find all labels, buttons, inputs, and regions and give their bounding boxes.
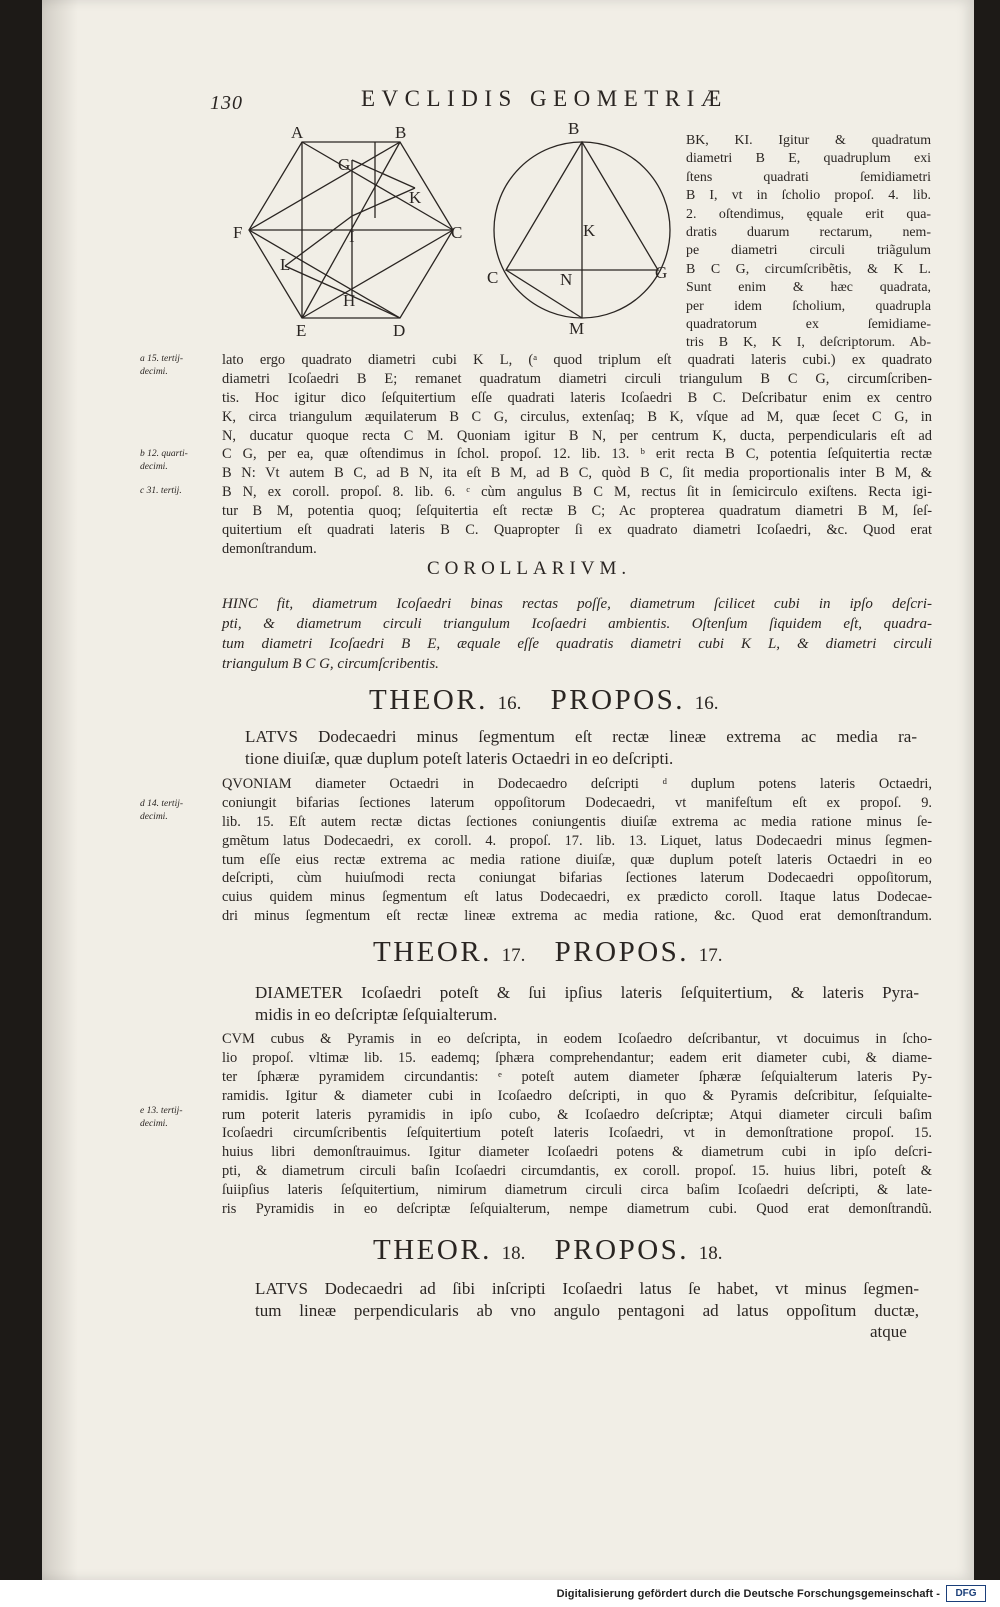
figure-label: M (569, 319, 585, 338)
heading-number: 17. (501, 945, 526, 966)
theorem-16-proof (222, 775, 932, 926)
text-line: quadratorum ex ſemidiame- (686, 316, 931, 332)
text-line: tris B K, K I, deſcriptorum. Ab- (686, 335, 931, 351)
figure-label: N (560, 270, 573, 289)
margin-note-line: decimi. (140, 366, 168, 377)
margin-note-line: decimi. (140, 1118, 168, 1129)
theorem-17-proof (222, 1030, 932, 1219)
text-line: ris Pyramidis in eo deſcriptæ ſeſquialterum, nempe diametrum cubi. Quod erat demonſtrandũ. (222, 1201, 932, 1218)
heading-theor: THEOR. (373, 1234, 492, 1266)
text-line: huius libri demonſtrauimus. Igitur diameter Icoſaedri potens & diametrum cubi in ipſo deſcri- (222, 1144, 932, 1161)
text-line: coniungit bifarias ſectiones laterum oppoſitorum Dodecaedri, vt manifeſtum eſt ex propoſ. 9. (222, 794, 932, 811)
margin-note-b (140, 448, 220, 473)
text-line: rum poterit lateris pyramidis in ipſo cubo, & Icoſaedro deſcriptæ; Atqui diameter circuli baſim (222, 1106, 932, 1123)
text-line: diametri Icoſaedri B E; remanet quadratum diametri circuli triangulum B C G, circumſcriben- (222, 370, 932, 387)
figure-label: G (655, 263, 668, 282)
text-line: per idem ſcholium, quadrupla (686, 298, 931, 314)
theorem-16-enunciation (245, 726, 917, 770)
figure-label: G (338, 155, 351, 174)
heading-number: 18. (698, 1243, 723, 1264)
text-line: lato ergo quadrato diametri cubi K L, (ᵃ quod triplum eſt quadrati lateris cubi.) ex quadrato (222, 352, 932, 368)
theorem-16-heading (369, 684, 719, 717)
text-line: dratis duarum rectarum, nem- (686, 224, 931, 240)
margin-note-line: a 15. tertij- (140, 354, 184, 364)
theorem-18-enunciation (255, 1278, 919, 1322)
page-number: 130 (210, 92, 243, 114)
text-line: pti, & diametrum circuli triangulum Icoſaedri ambientis. Oſtenſum ſiquidem eſt, quadra- (222, 616, 932, 632)
text-line: lib. 15. Eſt autem rectæ dictas ſectiones coniungentis diuiſæ extrema ac media ratione minus ſe- (222, 813, 932, 830)
catchword: atque (870, 1322, 907, 1341)
figure-label: A (291, 123, 304, 142)
heading-propos: PROPOS. (550, 684, 686, 716)
text-line: quitertium eſt quadrati lateris B C. Quapropter ſi ex quadrato diametri Icoſaedri, &c. Quod erat (222, 522, 932, 539)
theorem-17-enunciation (255, 982, 919, 1026)
margin-note-line: decimi. (140, 811, 168, 822)
corollarium-title: COROLLARIVM. (427, 558, 632, 579)
text-line: tur B M, potentia quoq; ſeſquitertia eſt rectæ B C; Ac propterea quadratum diametri B M, ſeſ- (222, 503, 932, 520)
page-gutter-shadow (42, 0, 78, 1580)
text-line: CVM cubus & Pyramis in eo deſcripta, in eodem Icoſaedro deſcribantur, vt docuimus in ſcho- (222, 1031, 932, 1047)
figure-label: C (487, 268, 499, 287)
text-line: triangulum B C G, circumſcribentis. (222, 656, 439, 672)
digitization-credit: Digitalisierung gefördert durch die Deutsche Forschungsgemeinschaft - (556, 1588, 940, 1600)
text-line: demonſtrandum. (222, 540, 317, 557)
heading-number: 16. (497, 693, 522, 714)
text-line: pti, & diametrum circuli baſin Icoſaedri circumdantis, ex coroll. propoſ. 15. huius libri, poteſt & (222, 1163, 932, 1180)
text-line: ramidis. Igitur & diameter cubi in Icoſaedro deſcripti, in quo & Pyramis deſcribitur, ſeſquialte- (222, 1087, 932, 1104)
margin-note-line: e 13. tertij- (140, 1106, 183, 1116)
heading-number: 17. (698, 945, 723, 966)
text-line: B I, vt in ſcholio propoſ. 4. lib. (686, 188, 931, 204)
text-line: Sunt enim & hæc quadrata, (686, 280, 931, 296)
heading-number: 16. (694, 693, 719, 714)
margin-note-d (140, 798, 220, 823)
figure-label: L (280, 255, 291, 274)
figure-side-text (686, 132, 931, 353)
text-line: K, circa triangulum æquilaterum B C G, circulus, extenſaq; B K, vſque ad M, quæ ſecet C G, in (222, 408, 932, 425)
figure-label: K (583, 221, 596, 240)
text-line: gmẽtum latus Dodecaedri, ex coroll. 4. propoſ. 17. lib. 13. Liquet, latus Dodecaedri minus ſegmen- (222, 832, 932, 849)
margin-note-line: b 12. quarti- (140, 449, 188, 459)
text-line: 2. oſtendimus, ęquale erit qua- (686, 206, 931, 222)
margin-note-line: c 31. tertij. (140, 486, 182, 496)
text-line: B C G, circumſcribẽtis, & K L. (686, 261, 931, 277)
text-line: BK, KI. Igitur & quadratum (686, 133, 931, 148)
demonstration-text (222, 351, 932, 559)
text-line: tum lineæ perpendicularis ab vno angulo pentagoni ad latus oppoſitum ductæ, (255, 1301, 919, 1320)
figure-label: E (296, 321, 307, 340)
figure-label: B (395, 123, 407, 142)
text-line: B N, ex coroll. propoſ. 8. lib. 6. ᶜ cùm angulus B C M, rectus ſit in ſemicirculo exiſtens. Recta igi- (222, 484, 932, 501)
text-line: lio propoſ. vltimæ lib. 15. eademq; ſphæra comprehendantur; eadem erit diameter cubi, & diame- (222, 1049, 932, 1066)
heading-theor: THEOR. (369, 684, 488, 716)
text-line: ter ſphæræ pyramidem circundantis: ᵉ poteſt autem diameter ſphæræ ſeſquialterum lateris Py- (222, 1068, 932, 1085)
text-line: cuius quidem minus ſegmentum eſt latus Dodecaedri, ex prædicto coroll. Itaque latus Dodecae- (222, 889, 932, 906)
heading-propos: PROPOS. (554, 1234, 690, 1266)
text-line: B N: Vt autem B C, ad B N, ita eſt B M, ad B C, quòd B C, ſit media proportionalis inter B M, & (222, 465, 932, 482)
text-line: deſcripti, cùm huiuſmodi recta coniungat bifarias ſectiones laterum Dodecaedri oppoſitorum, (222, 870, 932, 887)
figure-label: B (568, 119, 580, 138)
margin-note-a (140, 353, 220, 378)
text-line: tum diametri Icoſaedri B E, æquale eſſe quadratis diametri cubi K L, & diametri circuli (222, 636, 932, 652)
text-line: C G, per ea, quæ oſtendimus in ſchol. propoſ. 12. lib. 13. ᵇ erit recta B C, potentia ſeſquitertia rectæ (222, 446, 932, 463)
margin-note-c (140, 485, 220, 498)
text-line: LATVS Dodecaedri ad ſibi inſcripti Icoſaedri latus ſe habet, vt minus ſegmen- (255, 1279, 919, 1298)
figure-label: D (393, 321, 406, 340)
figure-label: F (233, 223, 243, 242)
corollarium-text (222, 594, 932, 674)
text-line: tum eſſe eius rectæ extrema ac media ratione diuiſæ, quæ duplum poteſt lateris Octaedri in eo (222, 851, 932, 868)
figure-label: H (343, 291, 356, 310)
margin-note-line: d 14. tertij- (140, 799, 184, 809)
text-line: ſuiipſius lateris ſeſquitertium, nimirum diametrum circuli circa baſim Icoſaedri deſcripti, & late- (222, 1182, 932, 1199)
margin-note-e (140, 1105, 220, 1130)
geometry-figure (225, 118, 680, 348)
theorem-17-heading (373, 936, 723, 969)
text-line: midis in eo deſcriptæ ſeſquialterum. (255, 1005, 498, 1024)
text-line: tione diuiſæ, quæ duplum poteſt lateris Octaedri in eo deſcripti. (245, 749, 674, 768)
running-head: EVCLIDIS GEOMETRIÆ (361, 86, 728, 111)
text-line: QVONIAM diameter Octaedri in Dodecaedro deſcripti ᵈ duplum potens lateris Octaedri, (222, 776, 932, 792)
text-line: HINC fit, diametrum Icoſaedri binas rectas poſſe, diametrum ſcilicet cubi in ipſo deſcri- (222, 596, 932, 612)
text-line: N, ducatur quoque recta C M. Quoniam igitur B N, per centrum K, ducta, perpendicularis eſt ad (222, 427, 932, 444)
theorem-18-heading (373, 1234, 723, 1267)
figure-label: I (349, 227, 355, 246)
text-line: DIAMETER Icoſaedri poteſt & ſui ipſius lateris ſeſquitertium, & lateris Pyra- (255, 983, 919, 1002)
text-line: tis. Hoc igitur dico ſeſquitertium eſſe quadrati lateris Icoſaedri B C. Deſcribatur enim ex centro (222, 389, 932, 406)
dfg-logo: DFG (946, 1585, 986, 1602)
text-line: Icoſaedri circumſcribentis ſeſquitertium poteſt lateris Icoſaedri, vt in demonſtratione propoſ. 15. (222, 1125, 932, 1142)
heading-number: 18. (501, 1243, 526, 1264)
figure-label: K (409, 188, 422, 207)
heading-propos: PROPOS. (554, 936, 690, 968)
margin-note-line: decimi. (140, 461, 168, 472)
text-line: LATVS Dodecaedri minus ſegmentum eſt rectæ lineæ extrema ac media ra- (245, 727, 917, 746)
heading-theor: THEOR. (373, 936, 492, 968)
text-line: ſtens quadrati ſemidiametri (686, 169, 931, 185)
text-line: dri minus ſegmentum eſt rectæ lineæ extrema ac media ratione, &c. Quod erat demonſtrandum. (222, 908, 932, 925)
text-line: diametri B E, quadruplum exi (686, 151, 931, 167)
text-line: pe diametri circuli triãgulum (686, 243, 931, 259)
figure-label: C (451, 223, 463, 242)
